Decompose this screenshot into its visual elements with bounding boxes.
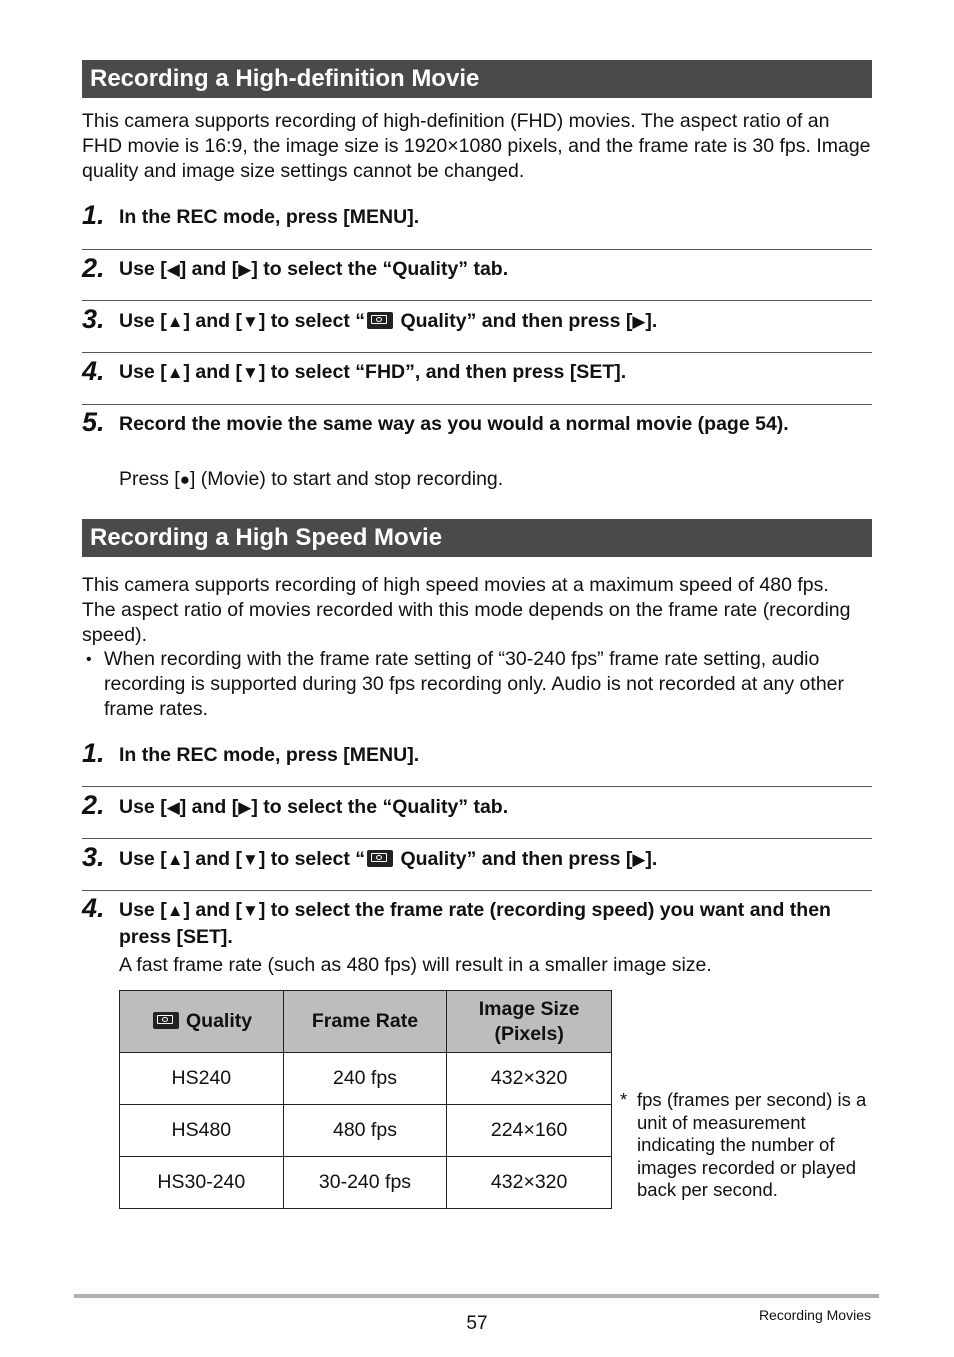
- up-arrow-icon: ▲: [166, 363, 184, 382]
- table-cell: HS240: [120, 1053, 284, 1105]
- down-arrow-icon: ▼: [242, 850, 259, 869]
- step-number: 2.: [82, 253, 105, 283]
- table-row: [120, 1053, 612, 1105]
- table-header-image-size: Image Size (Pixels): [447, 991, 612, 1053]
- step-text: Record the movie the same way as you would a normal movie (page 54).: [119, 413, 789, 435]
- step-text: In the REC mode, press [MENU].: [119, 744, 420, 766]
- step-sub-text: Press [●] (Movie) to start and stop recording.: [119, 468, 504, 490]
- movie-quality-icon: [367, 312, 393, 329]
- step-sub-text: A fast frame rate (such as 480 fps) will result in a smaller image size.: [119, 954, 712, 976]
- section-heading-hd-movie: Recording a High-definition Movie: [82, 60, 872, 98]
- footer-divider: [74, 1294, 879, 1298]
- hd-movie-intro: This camera supports recording of high-definition (FHD) movies. The aspect ratio of an FHD movie is 16:9, the image size is 1920×1080 pixels, and the frame rate is 30 fps. Image quality and image size settings cannot be changed.: [82, 110, 871, 182]
- table-cell: 30-240 fps: [283, 1157, 447, 1209]
- high-speed-intro: This camera supports recording of high speed movies at a maximum speed of 480 fps. The aspect ratio of movies recorded with this mode depends on the frame rate (recording speed).: [82, 574, 851, 646]
- bullet-mark: •: [86, 651, 92, 668]
- step-number: 1.: [82, 200, 105, 230]
- right-arrow-icon: ▶: [632, 850, 646, 869]
- table-header-quality: Quality: [120, 991, 284, 1053]
- chapter-label: Recording Movies: [758, 1307, 871, 1323]
- up-arrow-icon: ▲: [166, 850, 184, 869]
- table-header-frame-rate: Frame Rate: [283, 991, 447, 1053]
- footnote-text: fps (frames per second) is a unit of measurement indicating the number of images recorded or played back per second.: [637, 1089, 867, 1200]
- down-arrow-icon: ▼: [242, 312, 259, 331]
- audio-bullet-note: When recording with the frame rate setting of “30-240 fps” frame rate setting, audio recording is supported during 30 fps recording only. Audio is not recorded at any other frame rates.: [104, 648, 845, 720]
- up-arrow-icon: ▲: [166, 901, 184, 920]
- right-arrow-icon: ▶: [238, 798, 252, 817]
- step-divider: [82, 786, 872, 787]
- section-heading-high-speed-movie: Recording a High Speed Movie: [82, 519, 872, 557]
- down-arrow-icon: ▼: [242, 901, 259, 920]
- table-cell: 240 fps: [283, 1053, 447, 1105]
- table-cell: HS480: [120, 1105, 284, 1157]
- table-header-row: [120, 991, 612, 1053]
- right-arrow-icon: ▶: [238, 260, 252, 279]
- step-number: 1.: [82, 738, 105, 768]
- step-number: 5.: [82, 407, 105, 437]
- table-cell: 480 fps: [283, 1105, 447, 1157]
- step-divider: [82, 890, 872, 891]
- step-divider: [82, 404, 872, 405]
- step-number: 3.: [82, 842, 105, 872]
- movie-quality-icon: [367, 850, 393, 867]
- step-text: Use [▲] and [▼] to select “FHD”, and then press [SET].: [119, 361, 627, 383]
- step-number: 3.: [82, 304, 105, 334]
- step-number: 4.: [82, 356, 105, 386]
- table-row: [120, 1157, 612, 1209]
- right-arrow-icon: ▶: [632, 312, 646, 331]
- step-text: In the REC mode, press [MENU].: [119, 206, 420, 228]
- up-arrow-icon: ▲: [166, 312, 184, 331]
- page-number: 57: [466, 1313, 488, 1334]
- left-arrow-icon: ◀: [166, 260, 180, 279]
- left-arrow-icon: ◀: [166, 798, 180, 817]
- table-cell: HS30-240: [120, 1157, 284, 1209]
- movie-quality-icon: [153, 1012, 179, 1029]
- table-cell: 224×160: [447, 1105, 612, 1157]
- table-cell: 432×320: [447, 1157, 612, 1209]
- step-text: Use [▲] and [▼] to select “ Quality” and then press [▶].: [119, 848, 658, 870]
- step-number: 2.: [82, 790, 105, 820]
- table-row: [120, 1105, 612, 1157]
- record-button-icon: ●: [179, 470, 190, 489]
- footnote-mark: *: [620, 1089, 628, 1110]
- table-cell: 432×320: [447, 1053, 612, 1105]
- step-text: Use [▲] and [▼] to select the frame rate (recording speed) you want and then press [SET].: [119, 899, 831, 948]
- quality-table: [119, 990, 612, 1209]
- step-divider: [82, 249, 872, 250]
- step-text: Use [▲] and [▼] to select “ Quality” and then press [▶].: [119, 310, 658, 332]
- down-arrow-icon: ▼: [242, 363, 259, 382]
- step-divider: [82, 300, 872, 301]
- step-text: Use [◀] and [▶] to select the “Quality” tab.: [119, 258, 509, 280]
- step-divider: [82, 838, 872, 839]
- step-text: Use [◀] and [▶] to select the “Quality” tab.: [119, 796, 509, 818]
- step-number: 4.: [82, 893, 105, 923]
- step-divider: [82, 352, 872, 353]
